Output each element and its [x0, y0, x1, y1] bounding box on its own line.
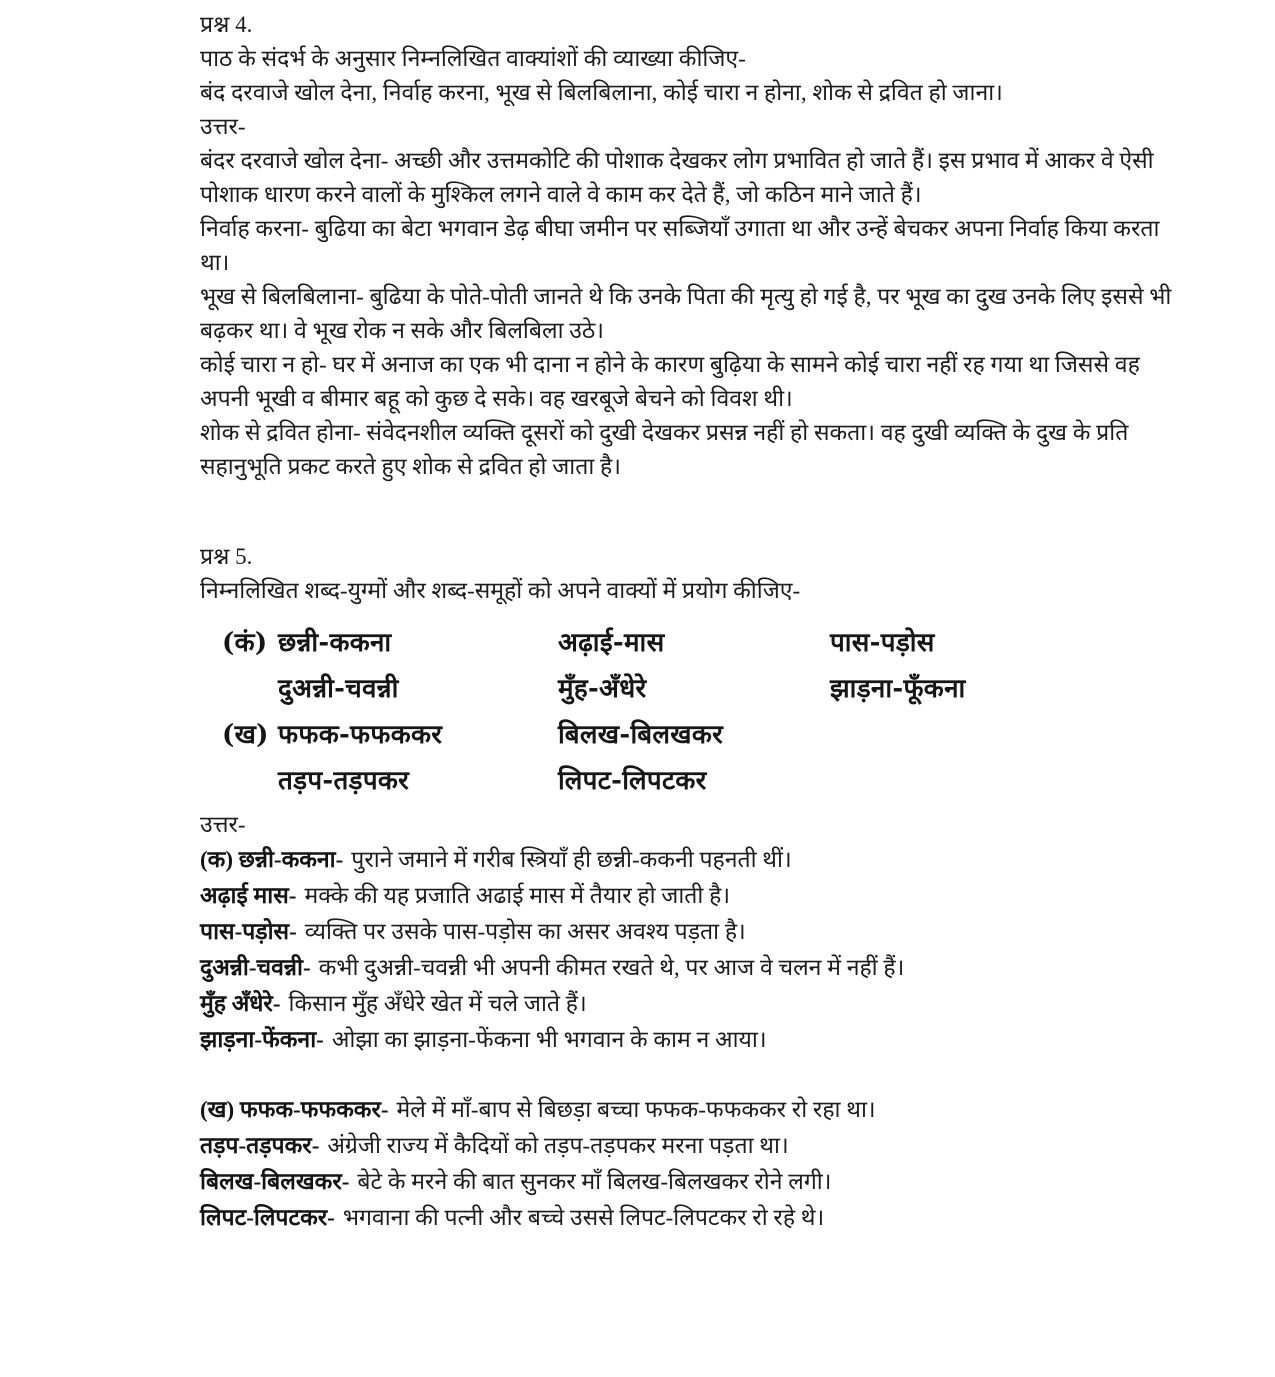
word-pair: अढ़ाई-मास: [558, 628, 665, 658]
answer-term: अढ़ाई मास-: [200, 883, 297, 908]
word-pairs-row-label: [222, 758, 278, 804]
question5-heading: प्रश्न 5.: [200, 544, 253, 569]
q5-answer-line: [200, 986, 1187, 1022]
q5-answer-line: [200, 1092, 1187, 1128]
answer-term: पास-पड़ोस-: [200, 919, 297, 944]
word-pair: झाड़ना-फूँकना: [830, 674, 966, 704]
q5-answer-line: [200, 950, 1187, 986]
q4-answer-paragraph-5: शोक से द्रवित होना- संवेदनशील व्यक्ति दूसरों को दुखी देखकर प्रसन्न नहीं हो सकता। वह दुखी व्यक्ति के दुख के प्रति सहानुभूति प्रकट करते हुए शोक से द्रवित हो जाता है।: [200, 420, 1129, 479]
answer-text: बेटे के मरने की बात सुनकर माँ बिलख-बिलखकर रोने लगी।: [357, 1169, 832, 1194]
word-pair: तड़प-तड़पकर: [278, 766, 410, 796]
word-pairs-row-label: (ख): [222, 720, 269, 750]
answer-term: बिलख-बिलखकर-: [200, 1169, 350, 1194]
q5-answer-line: [200, 842, 1187, 878]
q5-answer-line: [200, 1128, 1187, 1164]
answer-term: झाड़ना-फेंकना-: [200, 1027, 324, 1052]
answer-term: दुअन्नी-चवन्नी-: [200, 955, 311, 980]
answer-text: ओझा का झाड़ना-फेंकना भी भगवान के काम न आया।: [331, 1027, 767, 1052]
word-pairs-row: [222, 666, 1187, 712]
answer-text: अंग्रेजी राज्य में कैदियों को तड़प-तड़पकर मरना पड़ता था।: [327, 1133, 789, 1158]
word-pair: लिपट-लिपटकर: [558, 766, 707, 796]
word-pair: बिलख-बिलखकर: [558, 720, 724, 750]
word-pairs-row: [222, 758, 1187, 804]
answer-term: मुँह अँधेरे-: [200, 991, 281, 1016]
q5-group-a-answers: [200, 842, 1187, 1058]
q4-answer-paragraph-3: भूख से बिलबिलाना- बुढिया के पोते-पोती जानते थे कि उनके पिता की मृत्यु हो गई है, पर भूख का दुख उनके लिए इससे भी बढ़कर था। वे भूख रोक न सके और बिलबिला उठे।: [200, 284, 1172, 343]
word-pair: दुअन्नी-चवन्नी: [278, 674, 399, 704]
question4-phrases: बंद दरवाजे खोल देना, निर्वाह करना, भूख से बिलबिलाना, कोई चारा न होना, शोक से द्रवित हो जाना।: [200, 80, 1003, 105]
answer-term: लिपट-लिपटकर-: [200, 1205, 335, 1230]
question4-intro: पाठ के संदर्भ के अनुसार निम्नलिखित वाक्यांशों की व्याख्या कीजिए-: [200, 46, 746, 71]
answer-term: (ख) फफक-फफककर-: [200, 1097, 389, 1122]
answer-text: मेले में माँ-बाप से बिछड़ा बच्चा फफक-फफककर रो रहा था।: [396, 1097, 876, 1122]
word-pair: [830, 712, 1187, 758]
q5-answer-line: [200, 1164, 1187, 1200]
q5-answer-line: [200, 878, 1187, 914]
question5-intro: निम्नलिखित शब्द-युग्मों और शब्द-समूहों को अपने वाक्यों में प्रयोग कीजिए-: [200, 578, 801, 603]
q5-answer-line: [200, 914, 1187, 950]
q5-answer-line: [200, 1200, 1187, 1236]
q4-answer-paragraph-4: कोई चारा न हो- घर में अनाज का एक भी दाना न होने के कारण बुढ़िया के सामने कोई चारा नहीं रह गया था जिससे वह अपनी भूखी व बीमार बहू को कुछ दे सके। वह खरबूजे बेचने को विवश थी।: [200, 352, 1140, 411]
word-pairs-table: [222, 620, 1187, 804]
answer-text: व्यक्ति पर उसके पास-पड़ोस का असर अवश्य पड़ता है।: [304, 919, 746, 944]
question4-heading: प्रश्न 4.: [200, 12, 253, 37]
word-pairs-row-label: (कं): [222, 628, 268, 658]
answer-text: पुराने जमाने में गरीब स्त्रियाँ ही छन्नी-ककनी पहनती थीं।: [351, 847, 792, 872]
q5-answer-line: [200, 1022, 1187, 1058]
answer-text: भगवाना की पत्नी और बच्चे उससे लिपट-लिपटकर रो रहे थे।: [342, 1205, 825, 1230]
word-pairs-row-label: [222, 666, 278, 712]
answer-term: तड़प-तड़पकर-: [200, 1133, 320, 1158]
answer-term: (क) छन्नी-ककना-: [200, 847, 344, 872]
answer-text: किसान मुँह अँधेरे खेत में चले जाते हैं।: [288, 991, 587, 1016]
answer-text: मक्के की यह प्रजाति अढाई मास में तैयार हो जाती है।: [304, 883, 731, 908]
word-pairs-row: [222, 712, 1187, 758]
word-pair: मुँह-अँधेरे: [558, 674, 647, 704]
word-pair: पास-पड़ोस: [830, 628, 935, 658]
word-pairs-row: [222, 620, 1187, 666]
question4-answer-label: उत्तर-: [200, 114, 246, 139]
word-pair: छन्नी-ककना: [278, 628, 392, 658]
word-pair: [830, 758, 1187, 804]
answer-text: कभी दुअन्नी-चवन्नी भी अपनी कीमत रखते थे, पर आज वे चलन में नहीं हैं।: [318, 955, 905, 980]
q5-group-b-answers: [200, 1092, 1187, 1236]
q4-answer-paragraph-2: निर्वाह करना- बुढिया का बेटा भगवान डेढ़ बीघा जमीन पर सब्जियाँ उगाता था और उन्हें बेचकर अपना निर्वाह किया करता था।: [200, 216, 1160, 275]
q4-answer-paragraph-1: बंदर दरवाजे खोल देना- अच्छी और उत्तमकोटि की पोशाक देखकर लोग प्रभावित हो जाते हैं। इस प्रभाव में आकर वे ऐसी पोशाक धारण करने वालों के मुश्किल लगने वाले वे काम कर देते हैं, जो कठिन माने जाते हैं।: [200, 148, 1154, 207]
word-pair: फफक-फफककर: [278, 720, 443, 750]
question5-answer-label: उत्तर-: [200, 812, 246, 837]
